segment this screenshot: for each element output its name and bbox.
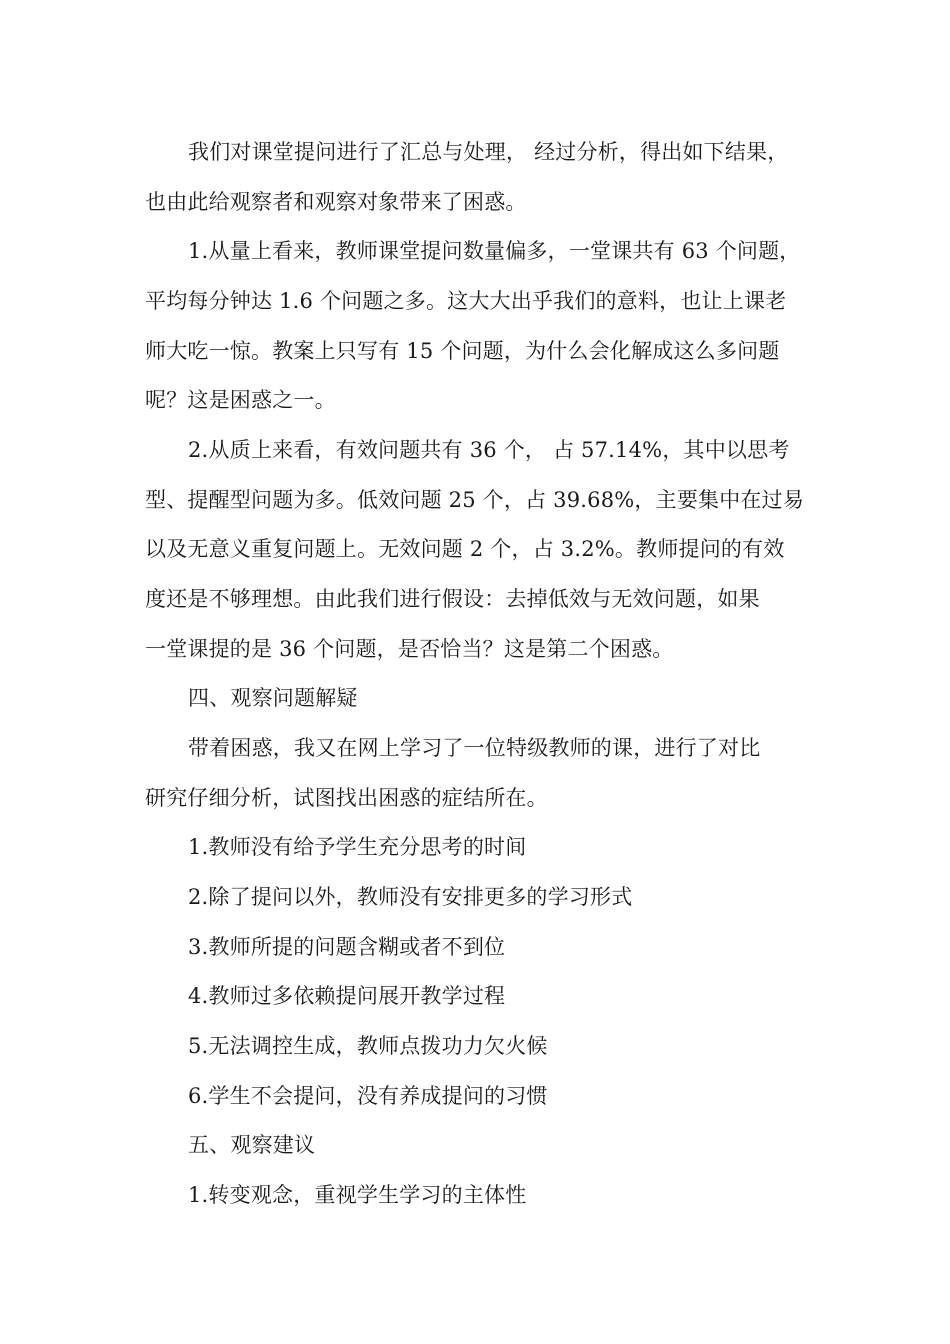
paragraph-3-line-3: 以及无意义重复问题上。无效问题 2 个，占 3.2%。教师提问的有效 xyxy=(145,537,785,561)
paragraph-3-line-4: 度还是不够理想。由此我们进行假设：去掉低效与无效问题，如果 xyxy=(145,587,760,611)
paragraph-1-line-1: 我们对课堂提问进行了汇总与处理， 经过分析，得出如下结果， xyxy=(188,140,789,164)
list-item-2: 2.除了提问以外，教师没有安排更多的学习形式 xyxy=(188,885,633,909)
list-item-1: 1.教师没有给予学生充分思考的时间 xyxy=(188,835,527,859)
paragraph-2-line-3: 师大吃一惊。教案上只写有 15 个问题，为什么会化解成这么多问题 xyxy=(145,339,780,363)
paragraph-2-line-2: 平均每分钟达 1.6 个问题之多。这大大出乎我们的意料，也让上课老 xyxy=(145,289,787,313)
paragraph-3-line-1: 2.从质上来看，有效问题共有 36 个， 占 57.14%，其中以思考 xyxy=(188,438,790,462)
paragraph-3-line-2: 型、提醒型问题为多。低效问题 25 个，占 39.68%，主要集中在过易 xyxy=(145,488,805,512)
paragraph-4-line-1: 带着困惑，我又在网上学习了一位特级教师的课，进行了对比 xyxy=(188,736,761,760)
section-heading-4: 四、观察问题解疑 xyxy=(188,686,358,710)
paragraph-2-line-1: 1.从量上看来，教师课堂提问数量偏多，一堂课共有 63 个问题， xyxy=(188,239,801,263)
paragraph-2-line-4: 呢？这是困惑之一。 xyxy=(145,388,336,412)
paragraph-3-line-5: 一堂课提的是 36 个问题，是否恰当？这是第二个困惑。 xyxy=(145,637,674,661)
suggestion-item-1: 1.转变观念，重视学生学习的主体性 xyxy=(188,1183,527,1207)
paragraph-1-line-2: 也由此给观察者和观察对象带来了困惑。 xyxy=(145,190,527,214)
list-item-6: 6.学生不会提问，没有养成提问的习惯 xyxy=(188,1084,548,1108)
list-item-3: 3.教师所提的问题含糊或者不到位 xyxy=(188,935,506,959)
paragraph-4-line-2: 研究仔细分析，试图找出困惑的症结所在。 xyxy=(145,786,548,810)
list-item-4: 4.教师过多依赖提问展开教学过程 xyxy=(188,984,506,1008)
list-item-5: 5.无法调控生成，教师点拨功力欠火候 xyxy=(188,1034,548,1058)
section-heading-5: 五、观察建议 xyxy=(188,1133,316,1157)
